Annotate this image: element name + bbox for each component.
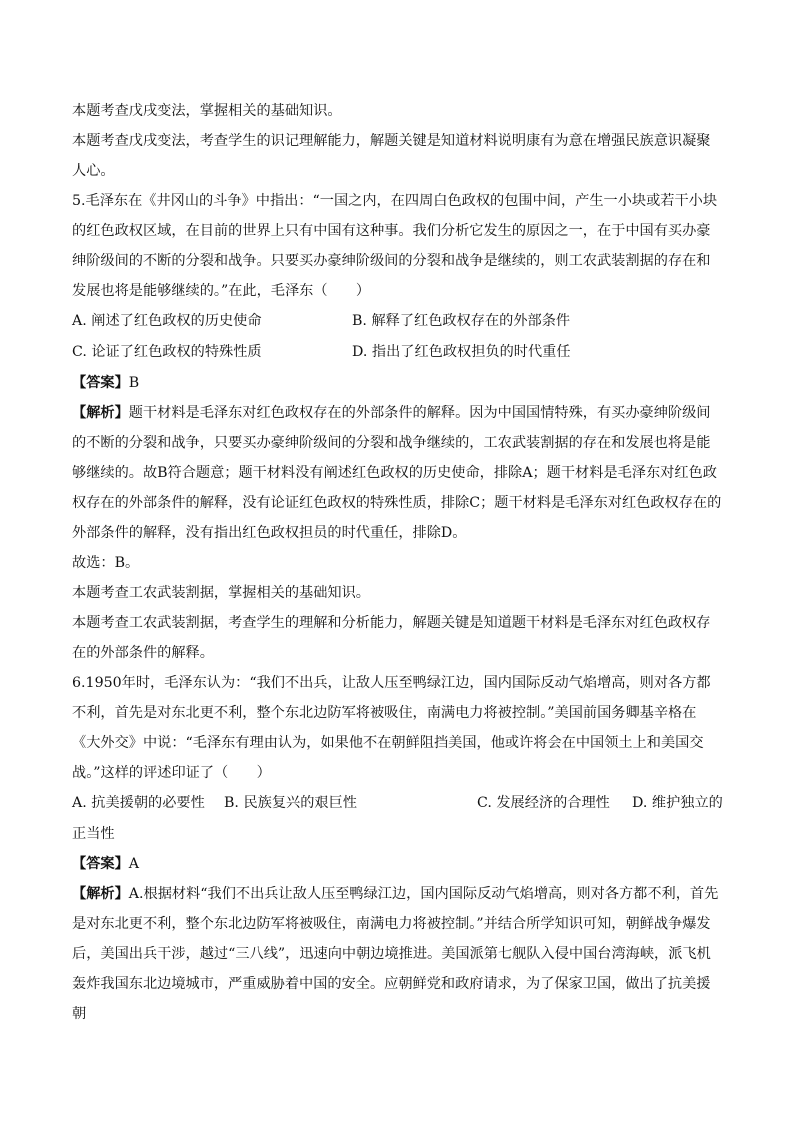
q5-choice: 故选：B。 <box>72 555 140 571</box>
q6-option-b: B. 民族复兴的艰巨性 <box>224 795 357 811</box>
q6-stem: 6.1950年时，毛泽东认为：“我们不出兵，让敌人压至鸭绿江边，国内国际反动气焰增高，则对各方都不利，首先是对东北更不利，整个东北边防军将被吸住，南满电力将被控制。”美国前国务卿基辛格在《大外交》中说：“毛泽东有理由认为，如果他不在朝鲜阻挡美国，他或许将会在中国领土上和美国交战。”这样的评述印证了（ ） <box>72 675 711 781</box>
q5-note-2: 本题考查工农武装割据，考查学生的理解和分析能力，解题关键是知道题干材料是毛泽东对红色政权存在的外部条件的解释。 <box>72 615 711 661</box>
q4-note-2: 本题考查戊戌变法，考查学生的识记理解能力，解题关键是知道材料说明康有为意在增强民族意识凝聚人心。 <box>72 133 711 179</box>
document-page <box>72 96 722 1029</box>
q4-note-1: 本题考查戊戌变法，掌握相关的基础知识。 <box>72 103 342 119</box>
q5-analysis <box>72 398 722 548</box>
q5-stem: 5.毛泽东在《井冈山的斗争》中指出：“一国之内，在四周白色政权的包围中间，产生一小块或若干小块的红色政权区域，在目前的世界上只有中国有这种事。我们分析它发生的原因之一，在于中国有买办豪绅阶级间的不断的分裂和战争。只要买办豪绅阶级间的分裂和战争是继续的，则工农武装割据的存在和发展也将是能够继续的。”在此，毛泽东（ ） <box>72 193 718 299</box>
q6-answer <box>72 849 722 879</box>
q5-option-c: C. 论证了红色政权的特殊性质 <box>72 344 262 360</box>
q6-analysis <box>72 879 722 1029</box>
q6-analysis-tag: 【解析】 <box>72 886 129 902</box>
q5-option-d: D. 指出了红色政权担负的时代重任 <box>352 344 571 360</box>
q5-answer <box>72 368 722 398</box>
q5-answer-tag: 【答案】 <box>72 375 129 391</box>
q6-answer-tag: 【答案】 <box>72 856 129 872</box>
q5-analysis-tag: 【解析】 <box>72 405 129 421</box>
q5-analysis-text: 题干材料是毛泽东对红色政权存在的外部条件的解释。因为中国国情特殊，有买办豪绅阶级间的不断的分裂和战争，只要买办豪绅阶级间的分裂和战争继续的，工农武装割据的存在和发展也将是能够继续的。故B符合题意；题干材料没有阐述红色政权的历史使命，排除A；题干材料是毛泽东对红色政权存在的外部条件的解释，没有论证红色政权的特殊性质，排除C；题干材料是毛泽东对红色政权存在的外部条件的解释，没有指出红色政权担员的时代重任，排除D。 <box>72 405 722 541</box>
q5-option-a: A. 阐述了红色政权的历史使命 <box>72 313 262 329</box>
q6-answer-value: A <box>128 856 140 872</box>
q6-options <box>72 788 722 819</box>
q6-analysis-text: A.根据材料“我们不出兵让敌人压至鸭绿江边，国内国际反动气焰增高，则对各方都不利，首先是对东北更不利，整个东北边防军将被吸住，南满电力将被控制。”并结合所学知识可知，朝鲜战争爆发后，美国出兵干涉，越过“三八线”，迅速向中朝边境推进。美国派第七舰队入侵中国台湾海峡，派飞机轰炸我国东北边境城市，严重威胁着中国的安全。应朝鲜党和政府请求，为了保家卫国，做出了抗美援朝 <box>72 886 719 1022</box>
q6-option-d-wrap: 正当性 <box>72 826 115 842</box>
q6-option-d: D. 维护独立的 <box>632 795 723 811</box>
q5-options <box>72 306 722 368</box>
q6-option-a: A. 抗美援朝的必要性 <box>72 795 205 811</box>
q5-option-b: B. 解释了红色政权存在的外部条件 <box>352 313 571 329</box>
q6-option-c: C. 发展经济的合理性 <box>477 795 610 811</box>
q5-answer-value: B <box>128 375 140 391</box>
q5-note-1: 本题考查工农武装割据，掌握相关的基础知识。 <box>72 585 370 601</box>
